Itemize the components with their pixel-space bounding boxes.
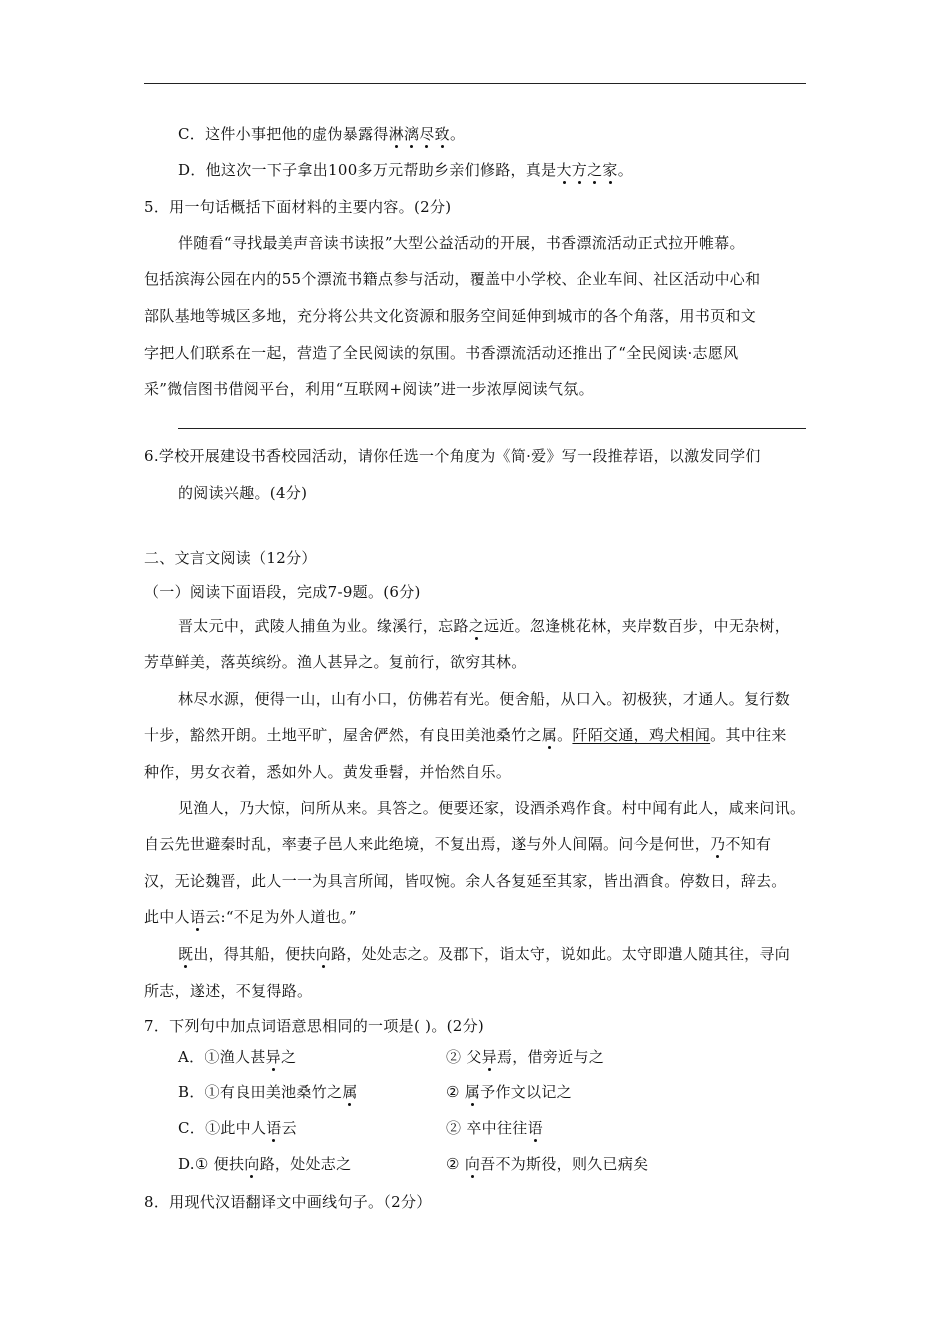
dotted-char: 方 xyxy=(571,161,588,179)
passage-line: 晋太元中，武陵人捕鱼为业。缘溪行，忘路之远近。忽逢桃花林，夹岸数百步，中无杂树， xyxy=(178,617,791,635)
dotted-char: 致 xyxy=(434,125,450,143)
dotted-char: 向 xyxy=(464,1155,481,1173)
section-subtitle: （一）阅读下面语段，完成7-9题。(6分) xyxy=(144,583,421,601)
dotted-char: 大 xyxy=(556,161,572,179)
dotted-char: 异 xyxy=(481,1048,497,1066)
passage-line: 种作，男女衣着，悉如外人。黄发垂髫，并怡然自乐。 xyxy=(144,763,512,781)
q7-prompt: 7．下列句中加点词语意思相同的一项是( )。(2分) xyxy=(144,1017,485,1035)
dotted-char: 向 xyxy=(315,945,332,963)
q5-material-line: 采”微信图书借阅平台，利用“互联网+阅读”进一步浓厚阅读气氛。 xyxy=(144,380,594,398)
passage-line: 汉，无论魏晋，此人一一为具言所闻，皆叹惋。余人各复延至其家，皆出酒食。停数日，辞去。 xyxy=(144,872,787,890)
dotted-char: 语 xyxy=(527,1119,543,1137)
q7-option-c-right: ② 卒中往往语 xyxy=(446,1119,543,1137)
q7-option-b-left: B．①有良田美池桑竹之属 xyxy=(178,1083,358,1101)
q7-option-d-left: D.① 便扶向路，处处志之 xyxy=(178,1155,352,1173)
dotted-char: 既 xyxy=(178,945,194,963)
q5-material-line: 伴随看“寻找最美声音读书读报”大型公益活动的开展，书香漂流活动正式拉开帷幕。 xyxy=(178,234,745,252)
q5-answer-line[interactable] xyxy=(178,428,806,429)
dotted-char: 属 xyxy=(342,1083,358,1101)
q6-prompt-cont: 的阅读兴趣。(4分) xyxy=(178,484,308,502)
dotted-char: 语 xyxy=(266,1119,282,1137)
passage-line: 此中人语云:“不足为外人道也。” xyxy=(144,908,357,926)
dotted-char: 异 xyxy=(265,1048,281,1066)
q8-prompt: 8．用现代汉语翻译文中画线句子。（2分） xyxy=(144,1193,432,1211)
dotted-char: 之 xyxy=(587,161,603,179)
q5-material-line: 包括滨海公园在内的55个漂流书籍点参与活动，覆盖中小学校、企业车间、社区活动中心和 xyxy=(144,270,761,288)
q7-option-d-right: ② 向吾不为斯役，则久已病矣 xyxy=(446,1155,649,1173)
q4-option-c: C．这件小事把他的虚伪暴露得淋漓尽致。 xyxy=(178,125,466,143)
q7-option-a-left: A．①渔人甚异之 xyxy=(178,1048,297,1066)
q5-material-line: 字把人们联系在一起，营造了全民阅读的氛围。书香漂流活动还推出了“全民阅读·志愿风 xyxy=(144,344,739,362)
section-title: 二、文言文阅读（12分） xyxy=(144,549,317,567)
dotted-char: 乃 xyxy=(710,835,726,853)
dotted-char: 属 xyxy=(464,1083,481,1101)
passage-line: 自云先世避秦时乱，率妻子邑人来此绝境，不复出焉，遂与外人间隔。问今是何世，乃不知有 xyxy=(144,835,772,853)
q6-prompt: 6.学校开展建设书香校园活动，请你任选一个角度为《简·爱》写一段推荐语，以激发同学们 xyxy=(144,447,761,465)
dotted-char: 语 xyxy=(189,908,206,926)
dotted-char: 尽 xyxy=(419,125,435,143)
dotted-char: 属 xyxy=(541,726,558,744)
dotted-char: 之 xyxy=(468,617,485,635)
passage-line: 见渔人，乃大惊，问所从来。具答之。便要还家，设酒杀鸡作食。村中闻有此人，咸来问讯。 xyxy=(178,799,806,817)
q5-material-line: 部队基地等城区多地，充分将公共文化资源和服务空间延伸到城市的各个角落，用书页和文 xyxy=(144,307,757,325)
passage-line: 既出，得其船，便扶向路，处处志之。及郡下，诣太守，说如此。太守即遣人随其往，寻向 xyxy=(178,945,791,963)
top-rule xyxy=(144,83,806,84)
passage-line: 所志，遂述，不复得路。 xyxy=(144,982,313,1000)
dotted-char: 家 xyxy=(602,161,618,179)
passage-line: 十步，豁然开朗。土地平旷，屋舍俨然，有良田美池桑竹之属。阡陌交通，鸡犬相闻。其中往来 xyxy=(144,726,787,744)
dotted-char: 向 xyxy=(244,1155,260,1173)
dotted-char: 淋 xyxy=(388,125,404,143)
q7-option-a-right: ② 父异焉，借旁近与之 xyxy=(446,1048,605,1066)
underlined-sentence: 阡陌交通，鸡犬相闻 xyxy=(572,726,711,744)
q5-prompt: 5．用一句话概括下面材料的主要内容。(2分) xyxy=(144,198,452,216)
passage-line: 芳草鲜美，落英缤纷。渔人甚异之。复前行，欲穷其林。 xyxy=(144,653,527,671)
q7-option-b-right: ② 属予作文以记之 xyxy=(446,1083,572,1101)
dotted-char: 漓 xyxy=(404,125,420,143)
q4-option-d: D．他这次一下子拿出100多万元帮助乡亲们修路，真是大方之家。 xyxy=(178,161,634,179)
passage-line: 林尽水源，便得一山，山有小口，仿佛若有光。便舍船，从口入。初极狭，才通人。复行数 xyxy=(178,690,791,708)
q7-option-c-left: C．①此中人语云 xyxy=(178,1119,297,1137)
